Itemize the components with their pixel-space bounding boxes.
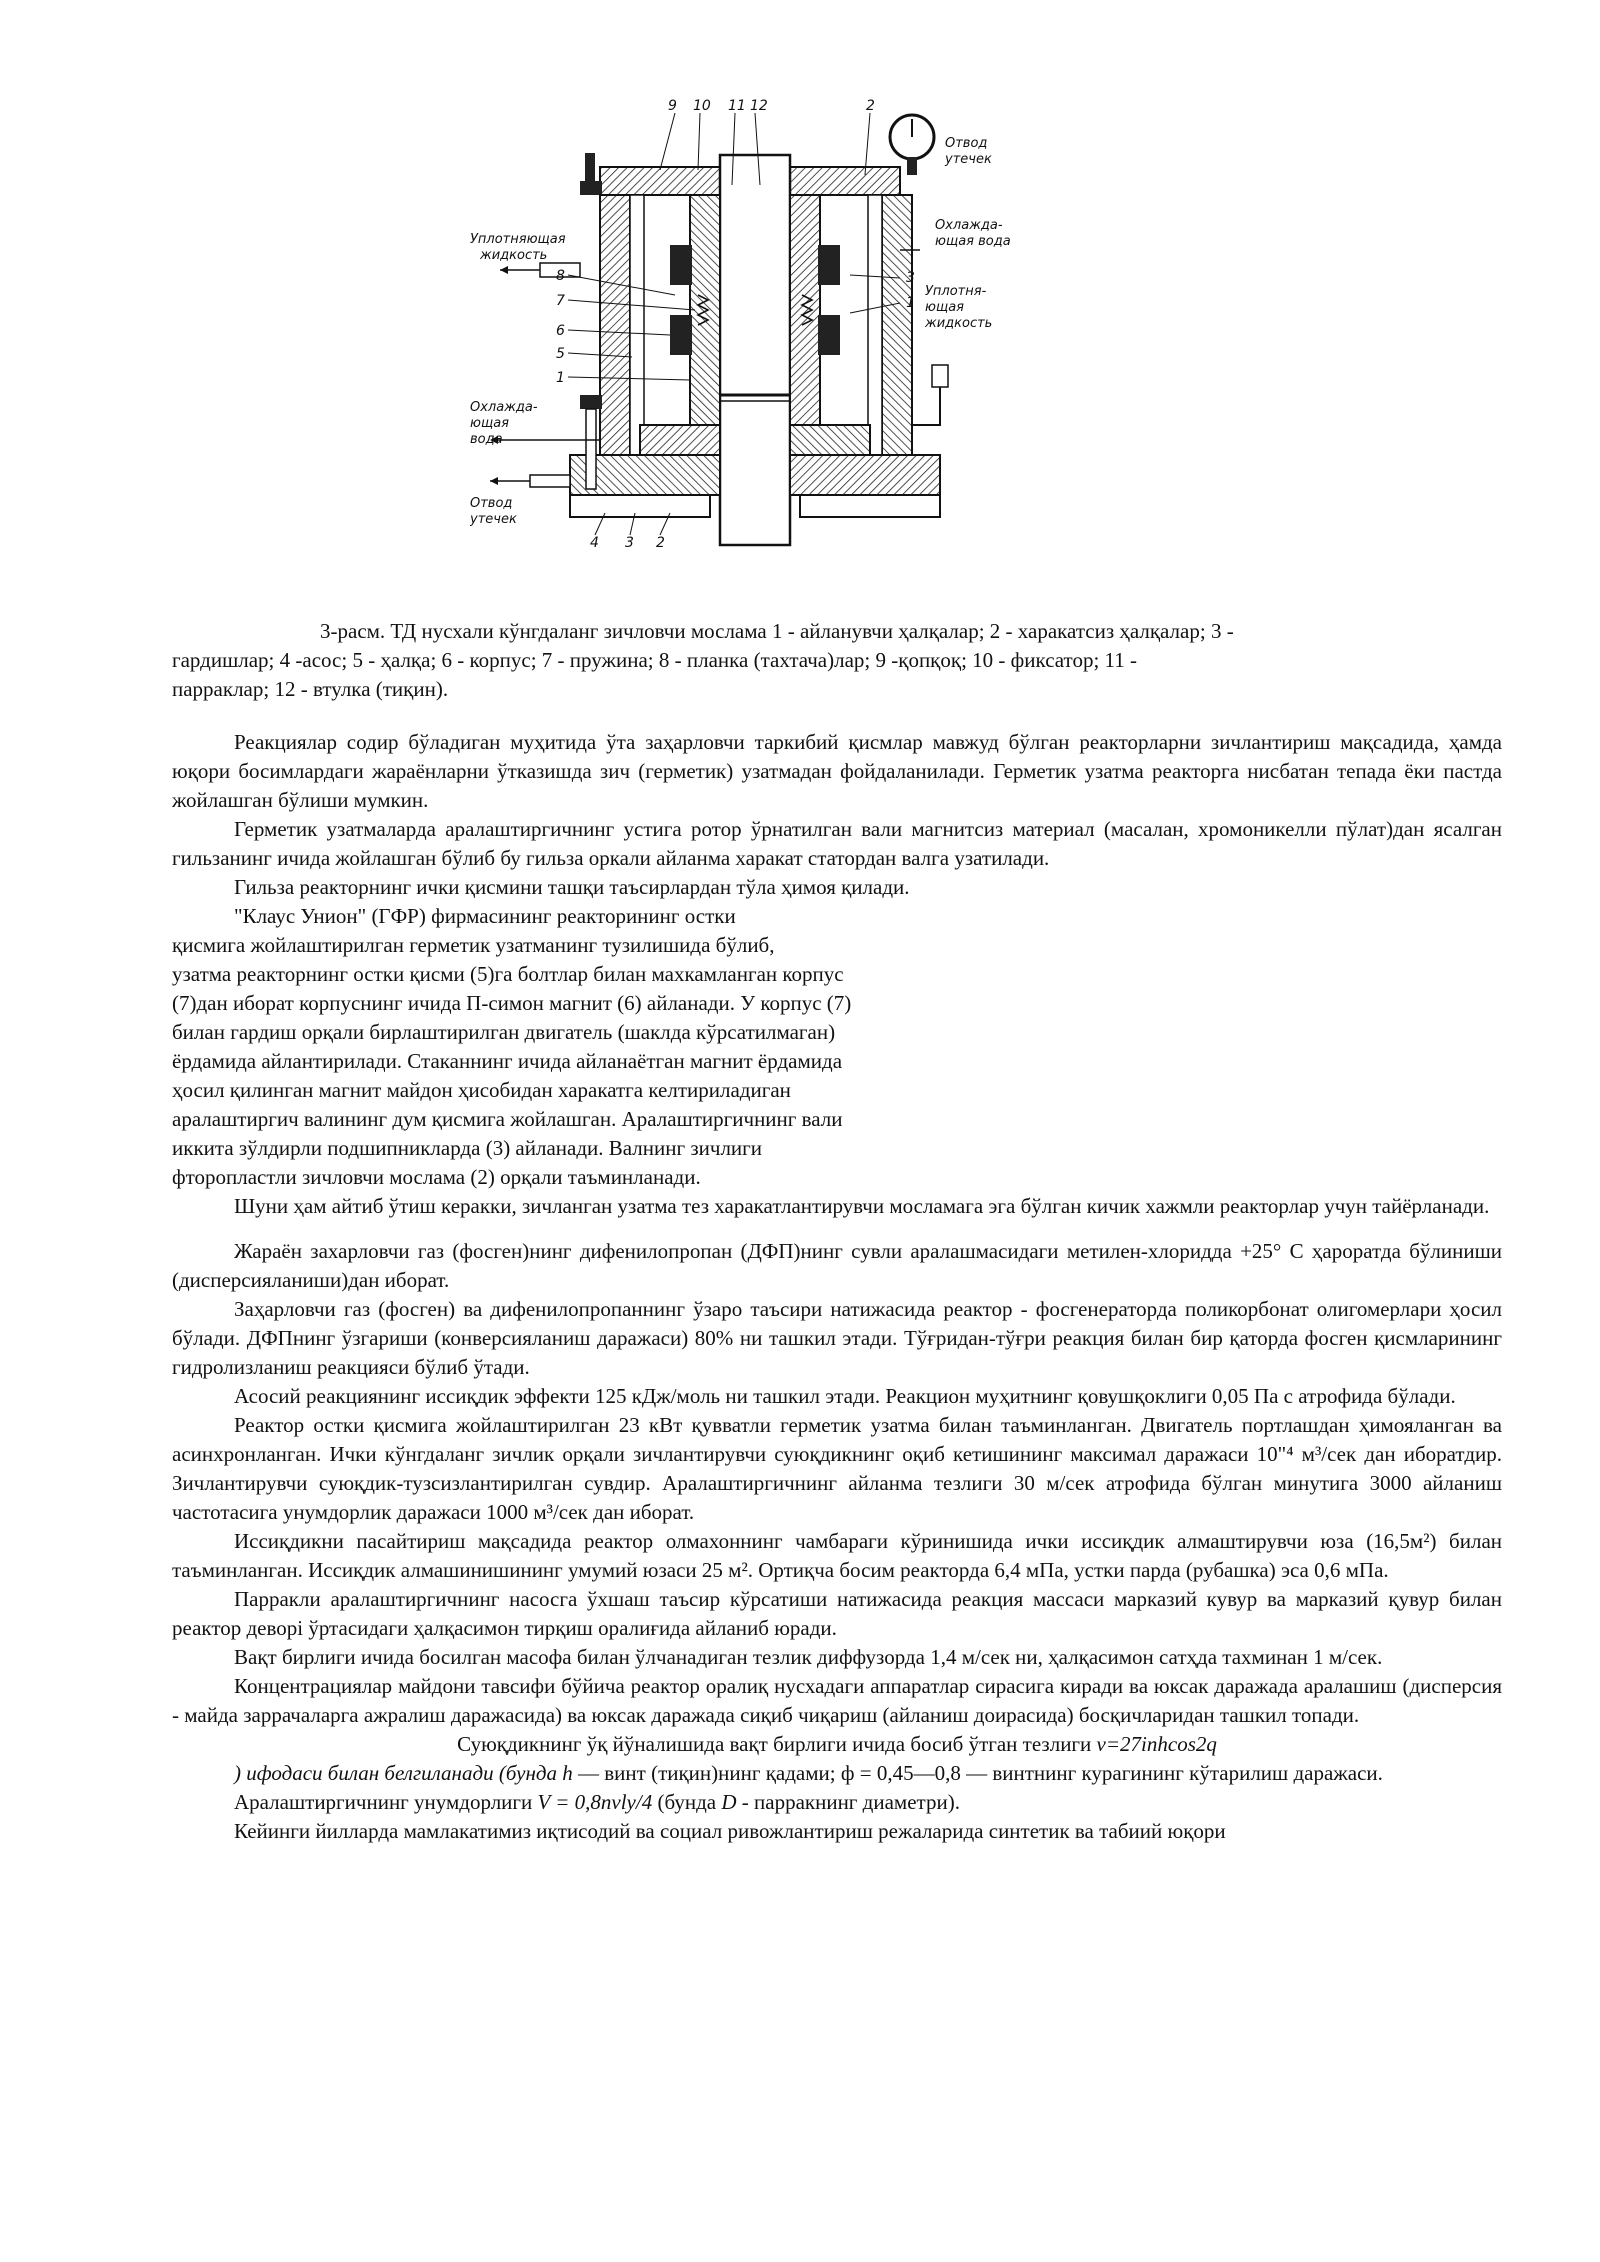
caption-line-1: 3-расм. ТД нусхали кўнгдаланг зичловчи мослама 1 - айланувчи ҳалқалар; 2 - харакатсиз ҳалқалар; 3 - (320, 619, 1234, 643)
paragraph-15-start: ) ифодаси билан белгиланади (бунда (234, 1761, 563, 1785)
label-cooling-water-right: Охлажда- (935, 218, 1003, 233)
part-number-5: 5 (556, 346, 565, 362)
caption-line-3: парраклар; 12 - втулка (тиқин). (172, 677, 449, 701)
label-cooling-water-left-3: вода (470, 432, 503, 447)
label-cooling-water-left-2: ющая (470, 416, 509, 431)
paragraph-6: Жараён захарловчи газ (фосген)нинг дифенилопропан (ДФП)нинг сувли аралашмасидаги метилен-хлоридда +25° С ҳароратда бўлиниши (дисперсияланиши)дан иборат. (172, 1239, 1502, 1292)
part-number-7: 7 (556, 293, 565, 309)
figure-caption (172, 617, 1502, 704)
velocity-formula: v=27inhcos2q (1096, 1732, 1217, 1756)
paragraph-16-start: Аралаштиргичнинг унумдорлиги (234, 1790, 538, 1814)
part-number-8: 8 (556, 268, 565, 284)
paragraph-14 (172, 1730, 1502, 1759)
part-number-3-bottom: 3 (625, 535, 634, 551)
paragraph-4-line: ёрдамида айлантирилади. Стаканнинг ичида айланаётган магнит ёрдамида (172, 1049, 843, 1073)
paragraph-15-rest: — винт (тиқин)нинг қадами; ф = 0,45—0,8 — винтнинг курагининг кўтарилиш даражаси. (572, 1761, 1383, 1785)
symbol-d: D (721, 1790, 737, 1814)
label-sealing-liquid-right-3: жидкость (925, 316, 993, 331)
paragraph-4-line: ҳосил қилинган магнит майдон ҳисобидан харакатга келтириладиган (172, 1078, 791, 1102)
part-number-11: 11 (728, 98, 746, 114)
paragraph-16-mid: (бунда (652, 1790, 722, 1814)
productivity-formula: V = 0,8nvly/4 (537, 1790, 653, 1814)
part-number-2-bottom: 2 (656, 535, 665, 551)
paragraph-4 (172, 902, 1022, 1192)
paragraph-13: Концентрациялар майдони тавсифи бўйича реактор оралиқ нусхадаги аппаратлар сирасига киради ва юксак даражада аралашиш (дисперсия - майда заррачаларга ажралиш даражасида) ва юксак даражада сиқиб чиқариш (айланиш доирасида) босқичларидан ташкил топади. (172, 1674, 1502, 1727)
paragraph-14-text: Суюқдикнинг ўқ йўналишида вақт бирлиги ичида босиб ўтган тезлиги (457, 1732, 1097, 1756)
paragraph-2: Герметик узатмаларда аралаштиргичнинг устига ротор ўрнатилган вали магнитсиз материал (масалан, хромоникелли пўлат)дан ясалган гильзанинг ичида жойлашган бўлиб бу гильза оркали айланма харакат статордан валга узатилади. (172, 817, 1502, 870)
paragraph-4-line: узатма реакторнинг остки қисми (5)га болтлар билан махкамланган корпус (172, 962, 844, 986)
part-number-1-left: 1 (556, 370, 565, 386)
part-number-12: 12 (750, 98, 768, 114)
paragraph-4-line: "Клаус Унион" (ГФР) фирмасининг реакторининг остки (234, 904, 736, 928)
paragraph-11: Парракли аралаштиргичнинг насосга ўхшаш таъсир кўрсатиши натижасида реакция массаси марказий кувур ва марказий қувур билан реактор деворі ўртасидаги ҳалқасимон тирқиш оралиғида айланиб юради. (172, 1587, 1502, 1640)
paragraph-12: Вақт бирлиги ичида босилган масофа билан ўлчанадиган тезлик диффузорда 1,4 м/сек ни, ҳалқасимон сатҳда тахминан 1 м/сек. (234, 1645, 1383, 1669)
part-number-1-right: 1 (906, 295, 915, 311)
part-number-4: 4 (590, 535, 599, 551)
paragraph-4-line: иккита зўлдирли подшипникларда (3) айланади. Валнинг зичлиги (172, 1136, 763, 1160)
paragraph-8: Асосий реакциянинг иссиқдик эффекти 125 кДж/моль ни ташкил этади. Реакцион муҳитнинг қовушқоклиги 0,05 Па с атрофида бўлади. (234, 1384, 1456, 1408)
paragraph-4-line: қисмига жойлаштирилган герметик узатманинг тузилишида бўлиб, (172, 933, 775, 957)
part-number-10: 10 (693, 98, 711, 114)
paragraph-15 (172, 1759, 1502, 1788)
paragraph-7: Заҳарловчи газ (фосген) ва дифенилопропаннинг ўзаро таъсири натижасида реактор - фосгенераторда поликорбонат олигомерлари ҳосил бўлади. ДФПнинг ўзгариши (конверсияланиш даражаси) 80% ни ташкил этади. Тўғридан-тўғри реакция билан бир қаторда фосген қисмларининг гидролизланиш реакцияси бўлиб ўтади. (172, 1297, 1502, 1379)
part-number-6: 6 (556, 323, 565, 339)
paragraph-16-end: - парракнинг диаметри). (736, 1790, 960, 1814)
label-sealing-liquid-left-2: жидкость (480, 248, 548, 263)
paragraph-4-line: фторопластли зичловчи мослама (2) орқали таъминланади. (172, 1165, 701, 1189)
label-sealing-liquid-right-2: ющая (925, 300, 964, 315)
paragraph-3: Гильза реакторнинг ички қисмини ташқи таъсирлардан тўла ҳимоя қилади. (234, 875, 910, 899)
paragraph-1: Реакциялар содир бўладиган муҳитида ўта заҳарловчи таркибий қисмлар мавжуд бўлган реакторларни зичлантириш мақсадида, ҳамда юқори босимлардаги жараёнларни ўтказишда зич (герметик) узатмадан фойдаланилади. Герметик узатма реакторга нисбатан тепада ёки пастда жойлашган бўлиши мумкин. (172, 730, 1502, 812)
paragraph-4-line: аралаштиргич валининг дум қисмига жойлашган. Аралаштиргичнинг вали (172, 1107, 843, 1131)
label-cooling-water-right-2: ющая вода (935, 234, 1011, 249)
symbol-h: h (562, 1761, 573, 1785)
part-number-3-right: 3 (906, 270, 915, 286)
seal-assembly-drawing (470, 95, 1030, 590)
paragraph-9: Реактор остки қисмига жойлаштирилган 23 кВт қувватли герметик узатма билан таъминланган. Двигатель портлашдан ҳимояланган ва асинхронланган. Ички кўнгдаланг зичлик орқали зичлантирувчи суюқдикнинг оқиб кетишининг максимал даражаси 10"⁴ м³/сек дан иборатдир. Зичлантирувчи суюқдик-тузсизлантирилган сувдир. Аралаштиргичнинг айланма тезлиги 30 м/сек атрофида бўлган минутига 3000 айланиш частотасига унумдорлик даражаси 1000 м³/сек дан иборат. (172, 1413, 1502, 1524)
part-number-2-top: 2 (866, 98, 875, 114)
label-leak-outlet-top-2: утечек (945, 152, 992, 167)
label-leak-outlet-bottom-2: утечек (470, 512, 517, 527)
label-sealing-liquid-right: Уплотня- (925, 284, 987, 299)
label-sealing-liquid-left: Уплотняющая (470, 232, 566, 247)
paragraph-16 (172, 1788, 1502, 1817)
label-cooling-water-left: Охлажда- (470, 400, 538, 415)
document-body (172, 728, 1502, 1846)
caption-line-2: гардишлар; 4 -асос; 5 - ҳалқа; 6 - корпус; 7 - пружина; 8 - планка (тахтача)лар; 9 -қопқоқ; 10 - фиксатор; 11 - (172, 648, 1137, 672)
paragraph-10: Иссиқдикни пасайтириш мақсадида реактор олмахоннинг чамбараги кўринишида ички иссиқдик алмаштирувчи юза (16,5м²) билан таъминланган. Иссиқдик алмашинишининг умумий юзаси 25 м². Ортиқча босим реакторда 6,4 мПа, устки парда (рубашка) эса 0,6 мПа. (172, 1529, 1502, 1582)
paragraph-4-line: (7)дан иборат корпуснинг ичида П-симон магнит (6) айланади. У корпус (7) (172, 991, 852, 1015)
paragraph-5: Шуни ҳам айтиб ўтиш керакки, зичланган узатма тез харакатлантирувчи мосламага эга бўлган кичик хажмли реакторлар учун тайёрланади. (234, 1194, 1490, 1218)
label-leak-outlet-bottom: Отвод (470, 496, 513, 511)
paragraph-4-line: билан гардиш орқали бирлаштирилган двигатель (шаклда кўрсатилмаган) (172, 1020, 836, 1044)
part-number-9: 9 (668, 98, 677, 114)
paragraph-17: Кейинги йилларда мамлакатимиз иқтисодий ва социал ривожлантириш режаларида синтетик ва табиий юқори (234, 1819, 1226, 1843)
label-leak-outlet-top: Отвод (945, 136, 988, 151)
